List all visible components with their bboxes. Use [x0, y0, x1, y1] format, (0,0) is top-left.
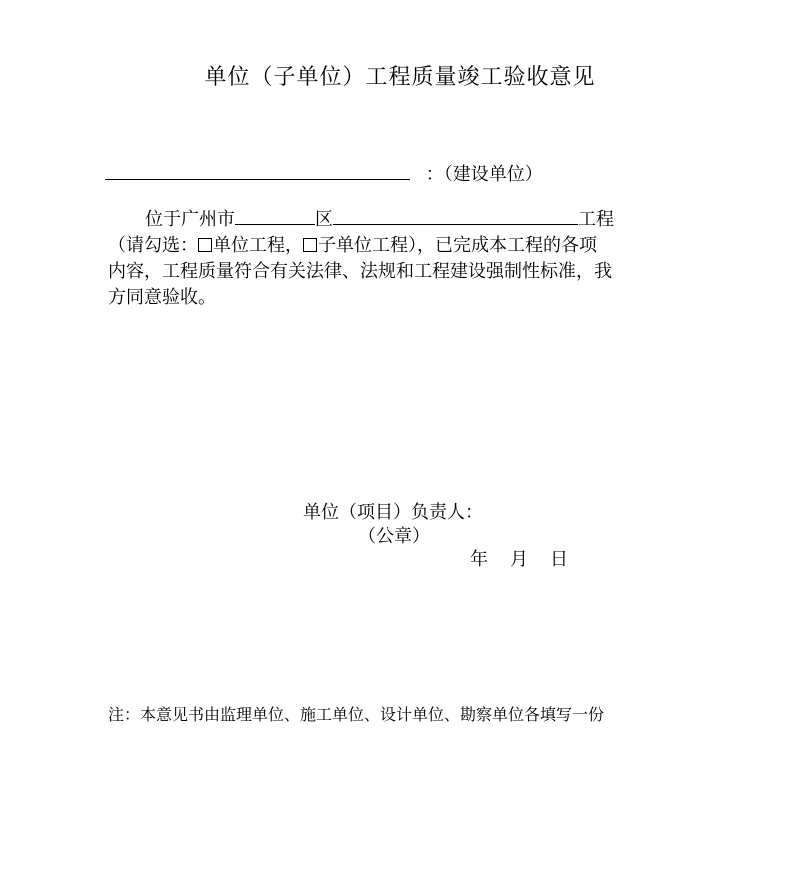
addressee-blank[interactable]: [105, 163, 410, 180]
date-row: [470, 545, 568, 571]
project-suffix: 工程: [578, 209, 614, 230]
body-line-3: 内容，工程质量符合有关法律、法规和工程建设强制性标准，我: [108, 261, 612, 282]
addressee-row: [105, 160, 543, 186]
district-blank[interactable]: [235, 208, 315, 225]
district-label: 区: [315, 209, 333, 230]
unit-project-checkbox[interactable]: [198, 238, 212, 252]
subunit-project-label: 子单位工程）: [318, 235, 417, 256]
project-name-blank[interactable]: [333, 208, 578, 225]
footnote: 注：本意见书由监理单位、施工单位、设计单位、勘察单位各填写一份: [108, 705, 605, 724]
leader-label: 单位（项目）负责人：: [303, 502, 483, 523]
subunit-project-checkbox[interactable]: [303, 238, 317, 252]
body-line-1: [145, 205, 614, 231]
date-day: 日: [550, 549, 568, 570]
page-title: 单位（子单位）工程质量竣工验收意见: [204, 65, 596, 90]
location-prefix: 位于广州市: [145, 209, 235, 230]
seal-label: （公章）: [358, 526, 430, 547]
select-prompt: （请勾选：: [108, 235, 198, 256]
body-line-4: 方同意验收。: [108, 287, 216, 308]
date-month: 月: [510, 549, 528, 570]
body-line-2-rest: ，已完成本工程的各项: [417, 235, 597, 256]
addressee-suffix: ：（建设单位）: [425, 164, 543, 185]
date-year: 年: [470, 549, 488, 570]
unit-project-label: 单位工程，: [213, 235, 303, 256]
body-line-2: [108, 231, 597, 257]
